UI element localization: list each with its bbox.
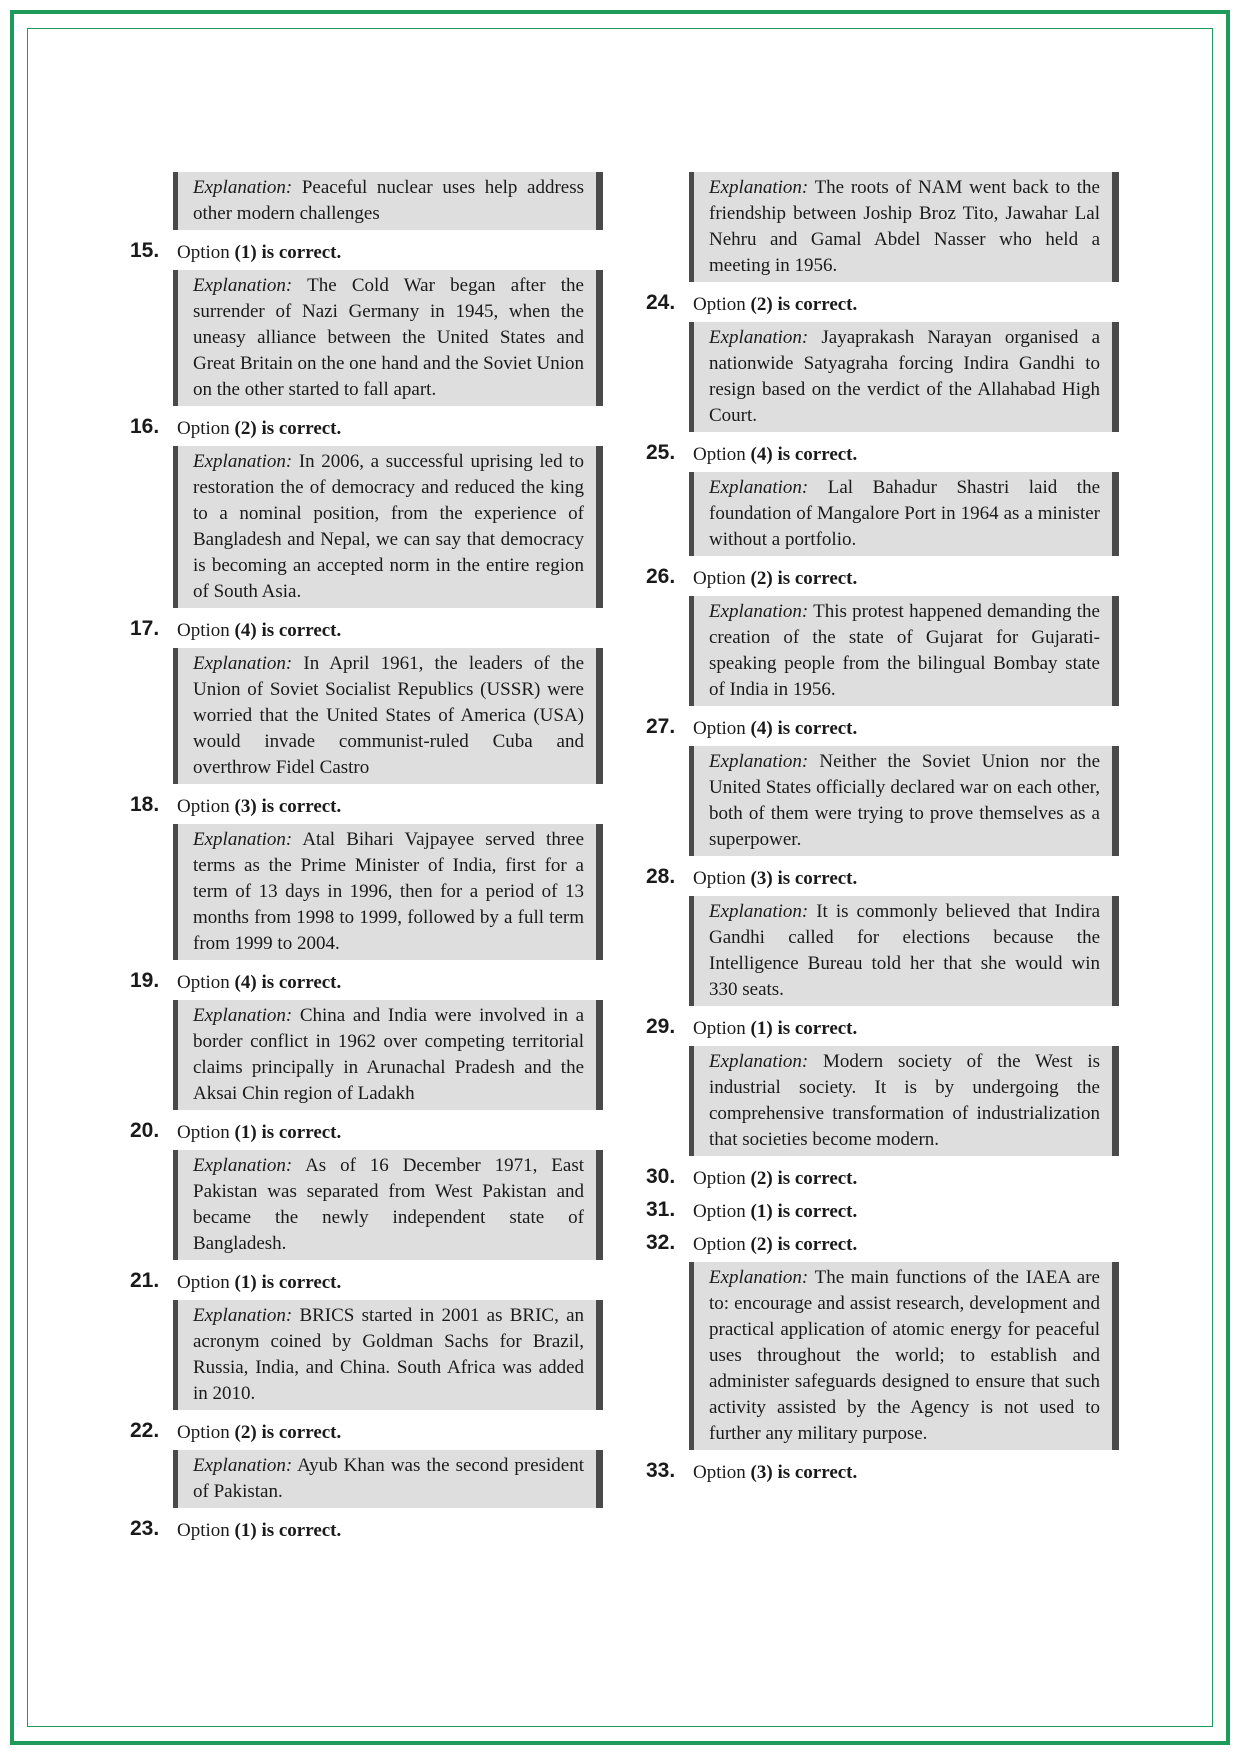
answer-row [130,968,570,993]
question-number: 17. [130,617,160,640]
option-prefix: Option [693,718,746,739]
question-entry [130,616,585,784]
explanation-box [173,824,603,960]
question-entry [130,1118,585,1260]
option-value: (2) [234,1422,257,1443]
option-suffix: is correct. [777,1018,858,1039]
explanation-label: Explanation: [709,901,809,922]
question-number: 33. [646,1459,676,1482]
option-value: (1) [234,1520,257,1541]
option-value: (2) [750,294,773,315]
explanation-label: Explanation: [193,177,293,198]
answer-row [646,290,1086,315]
question-number: 29. [646,1015,676,1038]
option-value: (2) [750,1234,773,1255]
option-value: (2) [234,418,257,439]
question-number: 31. [646,1198,676,1221]
explanation-label: Explanation: [709,751,809,772]
question-number: 19. [130,969,160,992]
option-prefix: Option [177,1520,230,1541]
option-suffix: is correct. [261,1520,342,1541]
answer-text [177,1120,341,1145]
answer-text [693,1199,857,1224]
option-suffix: is correct. [261,796,342,817]
question-entry [646,864,1101,1006]
option-suffix: is correct. [777,1462,858,1483]
explanation-text: The roots of NAM went back to the friendship between Joship Broz Tito, Jawahar Lal Nehru and Gamal Abdel Nasser who held a meeting in 1956. [709,177,1100,276]
option-prefix: Option [177,620,230,641]
option-prefix: Option [693,1462,746,1483]
explanation-text: As of 16 December 1971, East Pakistan was separated from West Pakistan and became the newly independent state of Bangladesh. [193,1155,585,1254]
answer-text [693,1016,857,1041]
option-prefix: Option [177,1272,230,1293]
explanation-box [173,1450,603,1508]
answer-text [177,416,341,441]
option-value: (2) [750,568,773,589]
explanation-box [173,446,603,608]
question-entry [646,1164,1086,1189]
option-value: (1) [234,1272,257,1293]
answer-row [646,1014,1086,1039]
explanation-label: Explanation: [709,477,809,498]
explanation-label: Explanation: [709,327,809,348]
explanation-box [689,896,1119,1006]
answer-text [693,442,857,467]
question-number: 32. [646,1231,676,1254]
option-suffix: is correct. [777,568,858,589]
option-prefix: Option [177,1122,230,1143]
option-suffix: is correct. [261,972,342,993]
question-entry [646,440,1100,556]
question-entry [646,714,1101,856]
option-value: (3) [234,796,257,817]
explanation-label: Explanation: [709,177,809,198]
explanation-text: China and India were involved in a border conflict in 1962 over competing territorial claims principally in Arunachal Pradesh and the Aksai Chin region of Ladakh [193,1005,584,1104]
option-value: (1) [750,1018,773,1039]
explanation-box [173,1000,603,1110]
explanation-box [689,596,1119,706]
explanation-box [689,746,1119,856]
option-value: (3) [750,1462,773,1483]
explanation-box [689,1262,1119,1450]
answer-text [693,716,857,741]
answer-text [693,292,857,317]
question-number: 30. [646,1165,676,1188]
question-number: 23. [130,1517,160,1540]
answer-row [130,792,570,817]
explanation-text: Peaceful nuclear uses help address other modern challenges [193,177,585,224]
option-prefix: Option [693,868,746,889]
option-value: (1) [750,1201,773,1222]
explanation-box [689,472,1119,556]
answer-text [693,1166,857,1191]
option-value: (3) [750,868,773,889]
question-entry [646,1014,1101,1156]
explanation-text: BRICS started in 2001 as BRIC, an acronym coined by Goldman Sachs for Brazil, Russia, India, and China. South Africa was added in 2010. [193,1305,584,1404]
explanation-text: In 2006, a successful uprising led to restoration the of democracy and reduced the king to a nominal position, from the experience of Bangladesh and Nepal, we can say that democracy is becoming an accepted norm in the entire region of South Asia. [193,451,585,602]
answer-row [130,616,570,641]
option-prefix: Option [693,1234,746,1255]
option-value: (4) [234,972,257,993]
option-value: (4) [750,444,773,465]
question-number: 26. [646,565,676,588]
explanation-text: In April 1961, the leaders of the Union of Soviet Socialist Republics (USSR) were worried that the United States of America (USA) would invade communist-ruled Cuba and overthrow Fidel Castro [193,653,585,778]
option-prefix: Option [693,1201,746,1222]
explanation-text: The Cold War began after the surrender of Nazi Germany in 1945, when the uneasy alliance between the United States and Great Britain on the one hand and the Soviet Union on the other started to fall apart. [193,275,584,400]
option-prefix: Option [693,294,746,315]
answer-text [693,866,857,891]
answer-row [646,1164,1086,1189]
answer-text [177,970,341,995]
answer-text [177,1420,341,1445]
question-entry [130,792,585,960]
question-number: 18. [130,793,160,816]
option-suffix: is correct. [261,620,342,641]
question-entry [646,564,1100,706]
explanation-text: Modern society of the West is industrial society. It is by undergoing the comprehensive transformation of industrialization that societies become modern. [709,1051,1101,1150]
question-entry [646,1230,1100,1450]
continued-explanation-box [173,172,603,230]
answer-row [130,1118,570,1143]
question-entry [646,1197,1086,1222]
answer-row [646,714,1086,739]
option-suffix: is correct. [777,444,858,465]
answer-text [693,1232,857,1257]
explanation-box [173,1300,603,1410]
explanation-label: Explanation: [193,1305,293,1326]
left-column [130,172,585,1548]
option-suffix: is correct. [777,1201,858,1222]
option-suffix: is correct. [261,1422,342,1443]
explanation-box [689,1046,1119,1156]
option-suffix: is correct. [777,1168,858,1189]
explanation-text: The main functions of the IAEA are to: encourage and assist research, development and practical application of atomic energy for peaceful uses throughout the world; to establish and administer safeguards designed to ensure that such activity assisted by the Agency is not used to further any military purpose. [709,1267,1100,1444]
explanation-box [173,648,603,784]
continued-explanation-box [689,172,1119,282]
answer-text [177,240,341,265]
option-suffix: is correct. [261,418,342,439]
option-prefix: Option [177,242,230,263]
question-entry [130,968,584,1110]
option-prefix: Option [177,796,230,817]
question-entry [130,1516,570,1541]
option-value: (4) [234,620,257,641]
answer-text [177,1518,341,1543]
option-suffix: is correct. [261,242,342,263]
explanation-text: This protest happened demanding the creation of the state of Gujarat for Gujarati-speaking people from the bilingual Bombay state of India in 1956. [709,601,1100,700]
option-suffix: is correct. [261,1272,342,1293]
option-suffix: is correct. [777,718,858,739]
option-prefix: Option [693,568,746,589]
answer-text [693,1460,857,1485]
question-number: 22. [130,1419,160,1442]
explanation-text: Jayaprakash Narayan organised a nationwide Satyagraha forcing Indira Gandhi to resign based on the verdict of the Allahabad High Court. [709,327,1101,426]
question-entry [646,1458,1086,1483]
explanation-label: Explanation: [193,1005,293,1026]
explanation-label: Explanation: [709,601,809,622]
explanation-label: Explanation: [193,275,293,296]
explanation-label: Explanation: [193,829,293,850]
answer-text [177,1270,341,1295]
explanation-text: Lal Bahadur Shastri laid the foundation of Mangalore Port in 1964 as a minister without a portfolio. [709,477,1100,550]
explanation-text: It is commonly believed that Indira Gandhi called for elections because the Intelligence Bureau told her that she would win 330 seats. [709,901,1101,1000]
option-prefix: Option [693,1168,746,1189]
question-number: 27. [646,715,676,738]
option-value: (1) [234,1122,257,1143]
question-number: 21. [130,1269,160,1292]
question-number: 16. [130,415,160,438]
option-prefix: Option [177,1422,230,1443]
explanation-text: Neither the Soviet Union nor the United States officially declared war on each other, both of them were trying to prove themselves as a superpower. [709,751,1101,850]
option-suffix: is correct. [777,294,858,315]
explanation-label: Explanation: [709,1051,809,1072]
option-value: (1) [234,242,257,263]
option-value: (4) [750,718,773,739]
answer-row [130,238,570,263]
option-suffix: is correct. [777,868,858,889]
answer-row [646,1230,1086,1255]
answer-row [646,1458,1086,1483]
question-number: 25. [646,441,676,464]
question-number: 15. [130,239,160,262]
answer-row [130,1268,570,1293]
right-column [646,172,1101,1490]
question-entry [130,414,585,608]
explanation-label: Explanation: [709,1267,809,1288]
answer-row [646,864,1086,889]
explanation-label: Explanation: [193,451,293,472]
explanation-box [689,322,1119,432]
question-entry [130,238,584,406]
question-entry [130,1418,585,1508]
answer-text [693,566,857,591]
explanation-label: Explanation: [193,653,293,674]
question-entry [130,1268,584,1410]
answer-row [646,1197,1086,1222]
explanation-box [173,270,603,406]
explanation-label: Explanation: [193,1455,293,1476]
option-prefix: Option [177,972,230,993]
answer-text [177,618,341,643]
answer-row [646,440,1086,465]
option-prefix: Option [693,1018,746,1039]
answer-row [646,564,1086,589]
question-entry [646,290,1101,432]
answer-row [130,1418,570,1443]
option-suffix: is correct. [777,1234,858,1255]
answer-text [177,794,341,819]
question-number: 24. [646,291,676,314]
option-prefix: Option [177,418,230,439]
option-value: (2) [750,1168,773,1189]
explanation-box [173,1150,603,1260]
explanation-text: Ayub Khan was the second president of Pakistan. [193,1455,585,1502]
option-prefix: Option [693,444,746,465]
option-suffix: is correct. [261,1122,342,1143]
question-number: 20. [130,1119,160,1142]
question-number: 28. [646,865,676,888]
answer-row [130,414,570,439]
answer-row [130,1516,570,1541]
explanation-text: Atal Bihari Vajpayee served three terms as the Prime Minister of India, first for a term of 13 days in 1996, then for a period of 13 months from 1998 to 1999, followed by a full term from 1999 to 2004. [193,829,585,954]
explanation-label: Explanation: [193,1155,293,1176]
